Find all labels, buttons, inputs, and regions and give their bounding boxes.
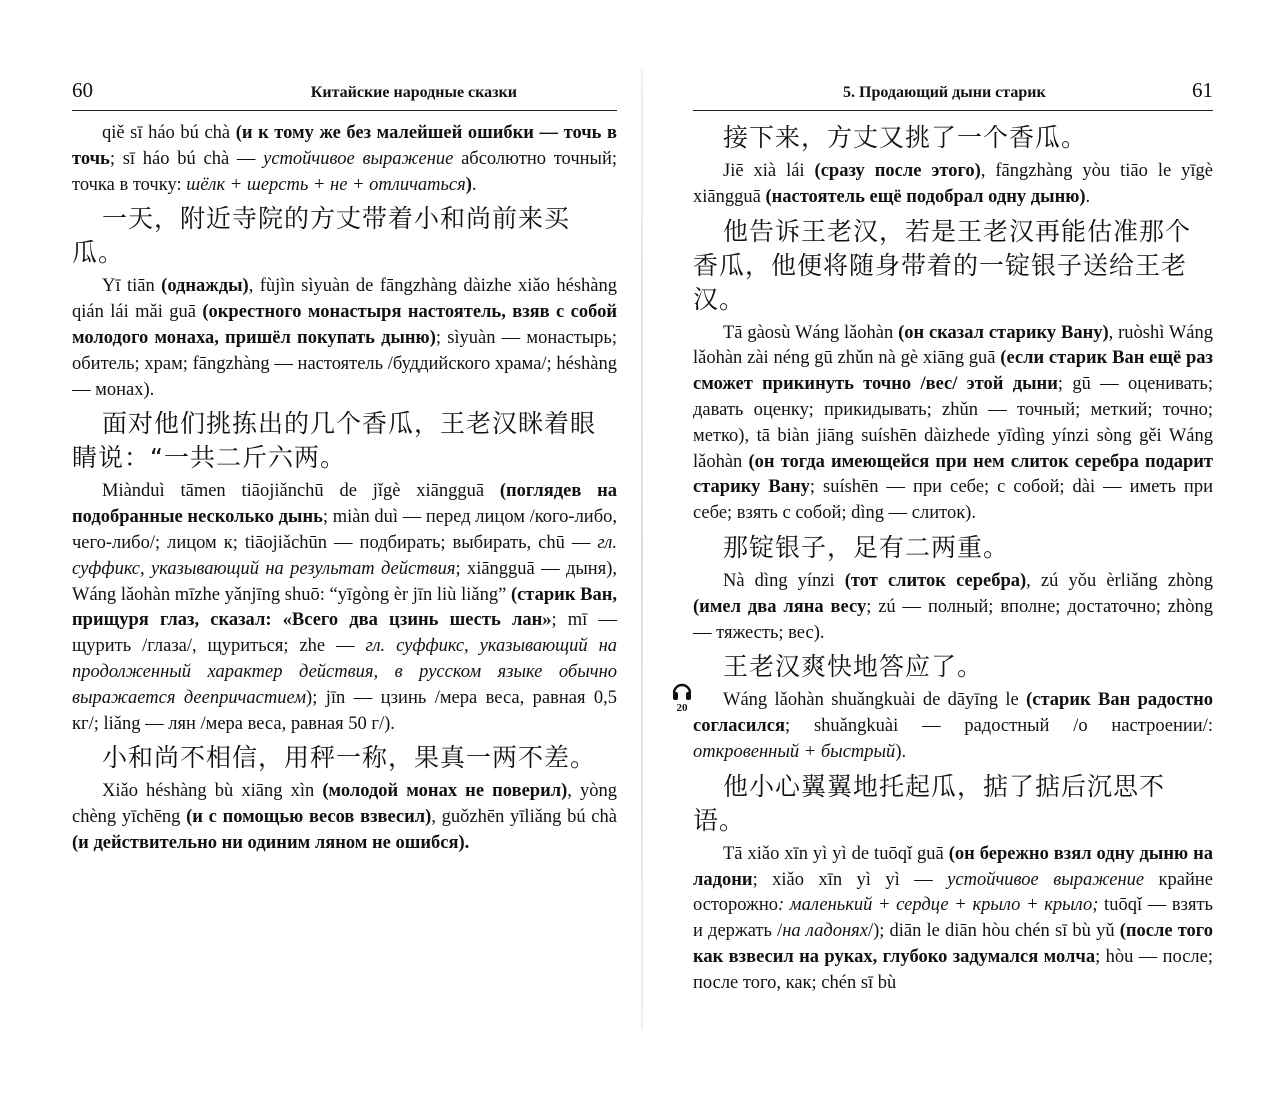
pinyin-text: абсолютно точный; точка в точку: xyxy=(72,148,617,195)
pinyin-text: Yī tiān xyxy=(102,276,162,297)
translation-text: (сразу после этого) xyxy=(814,161,981,181)
pinyin-text: ; hòu — после; после того, как; chén sī bù xyxy=(693,946,1213,993)
headphones-icon xyxy=(671,680,693,702)
right-page-number: 61 xyxy=(1192,78,1213,102)
pinyin-text: ; mī — щурить /глаза/, щуриться; zhe — xyxy=(72,610,617,657)
pinyin-text: , yòng chèng yīchēng xyxy=(72,781,618,828)
right-running-head: 5. Продающий дыни старик xyxy=(843,84,1046,101)
annotated-paragraph xyxy=(693,842,1213,997)
chinese-sentence: 一天，附近寺院的方丈带着小和尚前来买瓜。 xyxy=(72,204,571,268)
pinyin-text: qiě sī háo bú chà xyxy=(102,123,236,143)
annotated-paragraph xyxy=(693,159,1213,211)
annotated-paragraph xyxy=(72,779,617,856)
annotated-paragraph xyxy=(72,274,617,403)
pinyin-text: Tā gàosù Wáng lǎohàn xyxy=(723,322,899,343)
translation-text: (он сказал старику Вану) xyxy=(898,322,1109,343)
translation-text: (если старик Ван ещё раз сможет прикинуть точно /вес/ этой дыни xyxy=(693,348,1213,395)
pinyin-text: /); diān le diān hòu chén sī bù yǔ xyxy=(867,921,1120,942)
pinyin-text: ; xiǎo xīn yì yì — xyxy=(752,869,948,890)
left-page-content xyxy=(72,121,617,857)
left-page xyxy=(72,78,617,860)
chinese-sentence: 面对他们挑拣出的几个香瓜，王老汉眯着眼睛说：“一共二斤六两。 xyxy=(72,409,597,473)
translation-text: (он бережно взял одну дыню на ладони xyxy=(693,843,1213,890)
pinyin-text: Xiǎo héshàng bù xiāng xìn xyxy=(102,781,323,802)
grammar-note: на ладонях xyxy=(782,921,868,942)
grammar-note: устойчивое выражение xyxy=(947,869,1145,890)
annotated-paragraph xyxy=(72,121,617,198)
translation-text: (и к тому же без малейшей ошибки — точь в точь xyxy=(72,123,617,169)
grammar-note: гл. суффикс, указывающий на продолженный характер действия, в русском языке обычно выражается деепричастием xyxy=(72,636,617,708)
left-page-number: 60 xyxy=(72,78,93,102)
translation-text: (настоятель ещё подобрал одну дыню) xyxy=(765,186,1086,207)
pinyin-text: , zú yǒu èrliǎng zhòng xyxy=(1026,570,1213,591)
audio-marker xyxy=(670,680,694,714)
translation-text: (он тогда имеющейся при нем слиток серебра подарит старику Вану xyxy=(693,451,1214,498)
translation-text: (имел два ляна весу xyxy=(693,596,867,617)
chinese-sentence: 他告诉王老汉，若是王老汉再能估准那个香瓜，他便将随身带着的一锭银子送给王老汉。 xyxy=(693,216,1192,314)
pinyin-text: Miànduì tāmen tiāojiǎnchū de jǐgè xiāngguā xyxy=(102,481,500,502)
pinyin-text: , fùjìn sìyuàn de fāngzhàng dàizhe xiǎo héshàng qián lái mǎi guā xyxy=(72,276,617,323)
pinyin-text: ; gū — оценивать; давать оценку; прикидывать; zhǔn — точный; меткий; точно; метко), tā biàn jiāng suíshēn dàizhede yīdìng yínzi sòng gěi Wáng lǎohàn xyxy=(693,374,1213,472)
pinyin-text: . xyxy=(471,174,477,195)
pinyin-text: Tā xiǎo xīn yì yì de tuōqǐ guā xyxy=(723,843,949,864)
grammar-note: откровенный + быстрый xyxy=(693,741,896,762)
pinyin-text: , guǒzhēn yīliǎng bú chà xyxy=(431,807,617,828)
annotated-paragraph xyxy=(693,688,1213,765)
left-page-header xyxy=(72,78,617,111)
audio-track-number: 20 xyxy=(676,702,688,714)
chinese-sentence: 接下来，方丈又挑了一个香瓜。 xyxy=(723,123,1088,152)
translation-text: (однажды) xyxy=(161,276,249,297)
pinyin-text: Nà dìng yínzi xyxy=(723,570,845,591)
translation-text: (старик Ван радостно согласился xyxy=(693,690,1213,737)
translation-text: (молодой монах не поверил) xyxy=(322,781,568,802)
translation-text: (после того как взвесил на руках, глубоко задумался молча xyxy=(693,921,1213,967)
pinyin-text: ; shuǎngkuài — радостный /о настроении/: xyxy=(785,716,1213,737)
pinyin-text: ; sī háo bú chà — xyxy=(109,148,264,169)
translation-text: (поглядев на подобранные несколько дынь xyxy=(72,481,618,528)
grammar-note: шёлк + шерсть + не + отличаться xyxy=(186,174,466,195)
pinyin-text: ; suíshēn — при себе; с собой; dài — иметь при себе; взять с собой; dìng — слиток). xyxy=(693,477,1213,524)
grammar-note: : маленький + сердце + крыло + крыло; xyxy=(777,895,1099,916)
pinyin-text: ; miàn duì — перед лицом /кого-либо, чего-либо/; лицом к; tiāojiǎchūn — подбирать; выбирать, chū — xyxy=(72,507,617,553)
pinyin-text: ; zú — полный; вполне; достаточно; zhòng — тяжесть; вес). xyxy=(693,596,1214,643)
pinyin-text: , fāngzhàng yòu tiāo le yīgè xiāngguā xyxy=(693,161,1213,207)
annotated-paragraph xyxy=(693,321,1213,527)
translation-text: (и с помощью весов взвесил) xyxy=(186,807,432,828)
pinyin-text: ; xiāngguā — дыня), Wáng lǎohàn mīzhe yǎnjīng shuō: “yīgòng èr jīn liù liǎng” xyxy=(72,558,617,605)
pinyin-text: ); jīn — цзинь /мера веса, равная 0,5 кг/; liǎng — лян /мера веса, равная 50 г/). xyxy=(72,687,617,734)
annotated-paragraph xyxy=(72,479,617,737)
chinese-sentence: 王老汉爽快地答应了。 xyxy=(723,652,984,682)
pinyin-text: Wáng lǎohàn shuǎngkuài de dāyīng le xyxy=(723,690,1027,711)
right-page-content xyxy=(693,121,1213,997)
left-running-head: Китайские народные сказки xyxy=(310,84,517,101)
right-page xyxy=(693,78,1213,1000)
pinyin-text: крайне осторожно xyxy=(693,869,1214,916)
translation-text: (и действительно ни одиним ляном не ошибся). xyxy=(72,832,470,853)
right-page-header xyxy=(693,78,1213,111)
book-gutter xyxy=(641,70,643,1030)
pinyin-text: Jiē xià lái xyxy=(723,161,815,181)
translation-text: ) xyxy=(465,174,472,195)
pinyin-text: , ruòshì Wáng lǎohàn zài néng gū zhǔn nà gè xiāng guā xyxy=(693,322,1213,369)
pinyin-text: tuōqǐ — взять и держать / xyxy=(693,895,1213,942)
grammar-note: гл. суффикс, указывающий на результат действия xyxy=(72,532,617,579)
pinyin-text: ; sìyuàn — монастырь; обитель; храм; fāngzhàng — настоятель /буддийского храма/; héshàng — монах). xyxy=(72,327,617,400)
chinese-sentence: 那锭银子，足有二两重。 xyxy=(723,532,1010,562)
chinese-sentence: 小和尚不相信，用秤一称，果真一两不差。 xyxy=(102,743,597,773)
pinyin-text: . xyxy=(1085,186,1091,207)
translation-text: (старик Ван, прищуря глаз, сказал: «Всего два цзинь шесть лан» xyxy=(72,584,617,631)
pinyin-text: ). xyxy=(895,741,907,762)
annotated-paragraph xyxy=(693,569,1213,646)
grammar-note: устойчивое выражение xyxy=(263,148,454,169)
chinese-sentence: 他小心翼翼地托起瓜，掂了掂后沉思不语。 xyxy=(693,771,1166,835)
translation-text: (тот слиток серебра) xyxy=(844,570,1027,591)
translation-text: (окрестного монастыря настоятель, взяв с собой молодого монаха, пришёл покупать дыню) xyxy=(72,302,617,348)
